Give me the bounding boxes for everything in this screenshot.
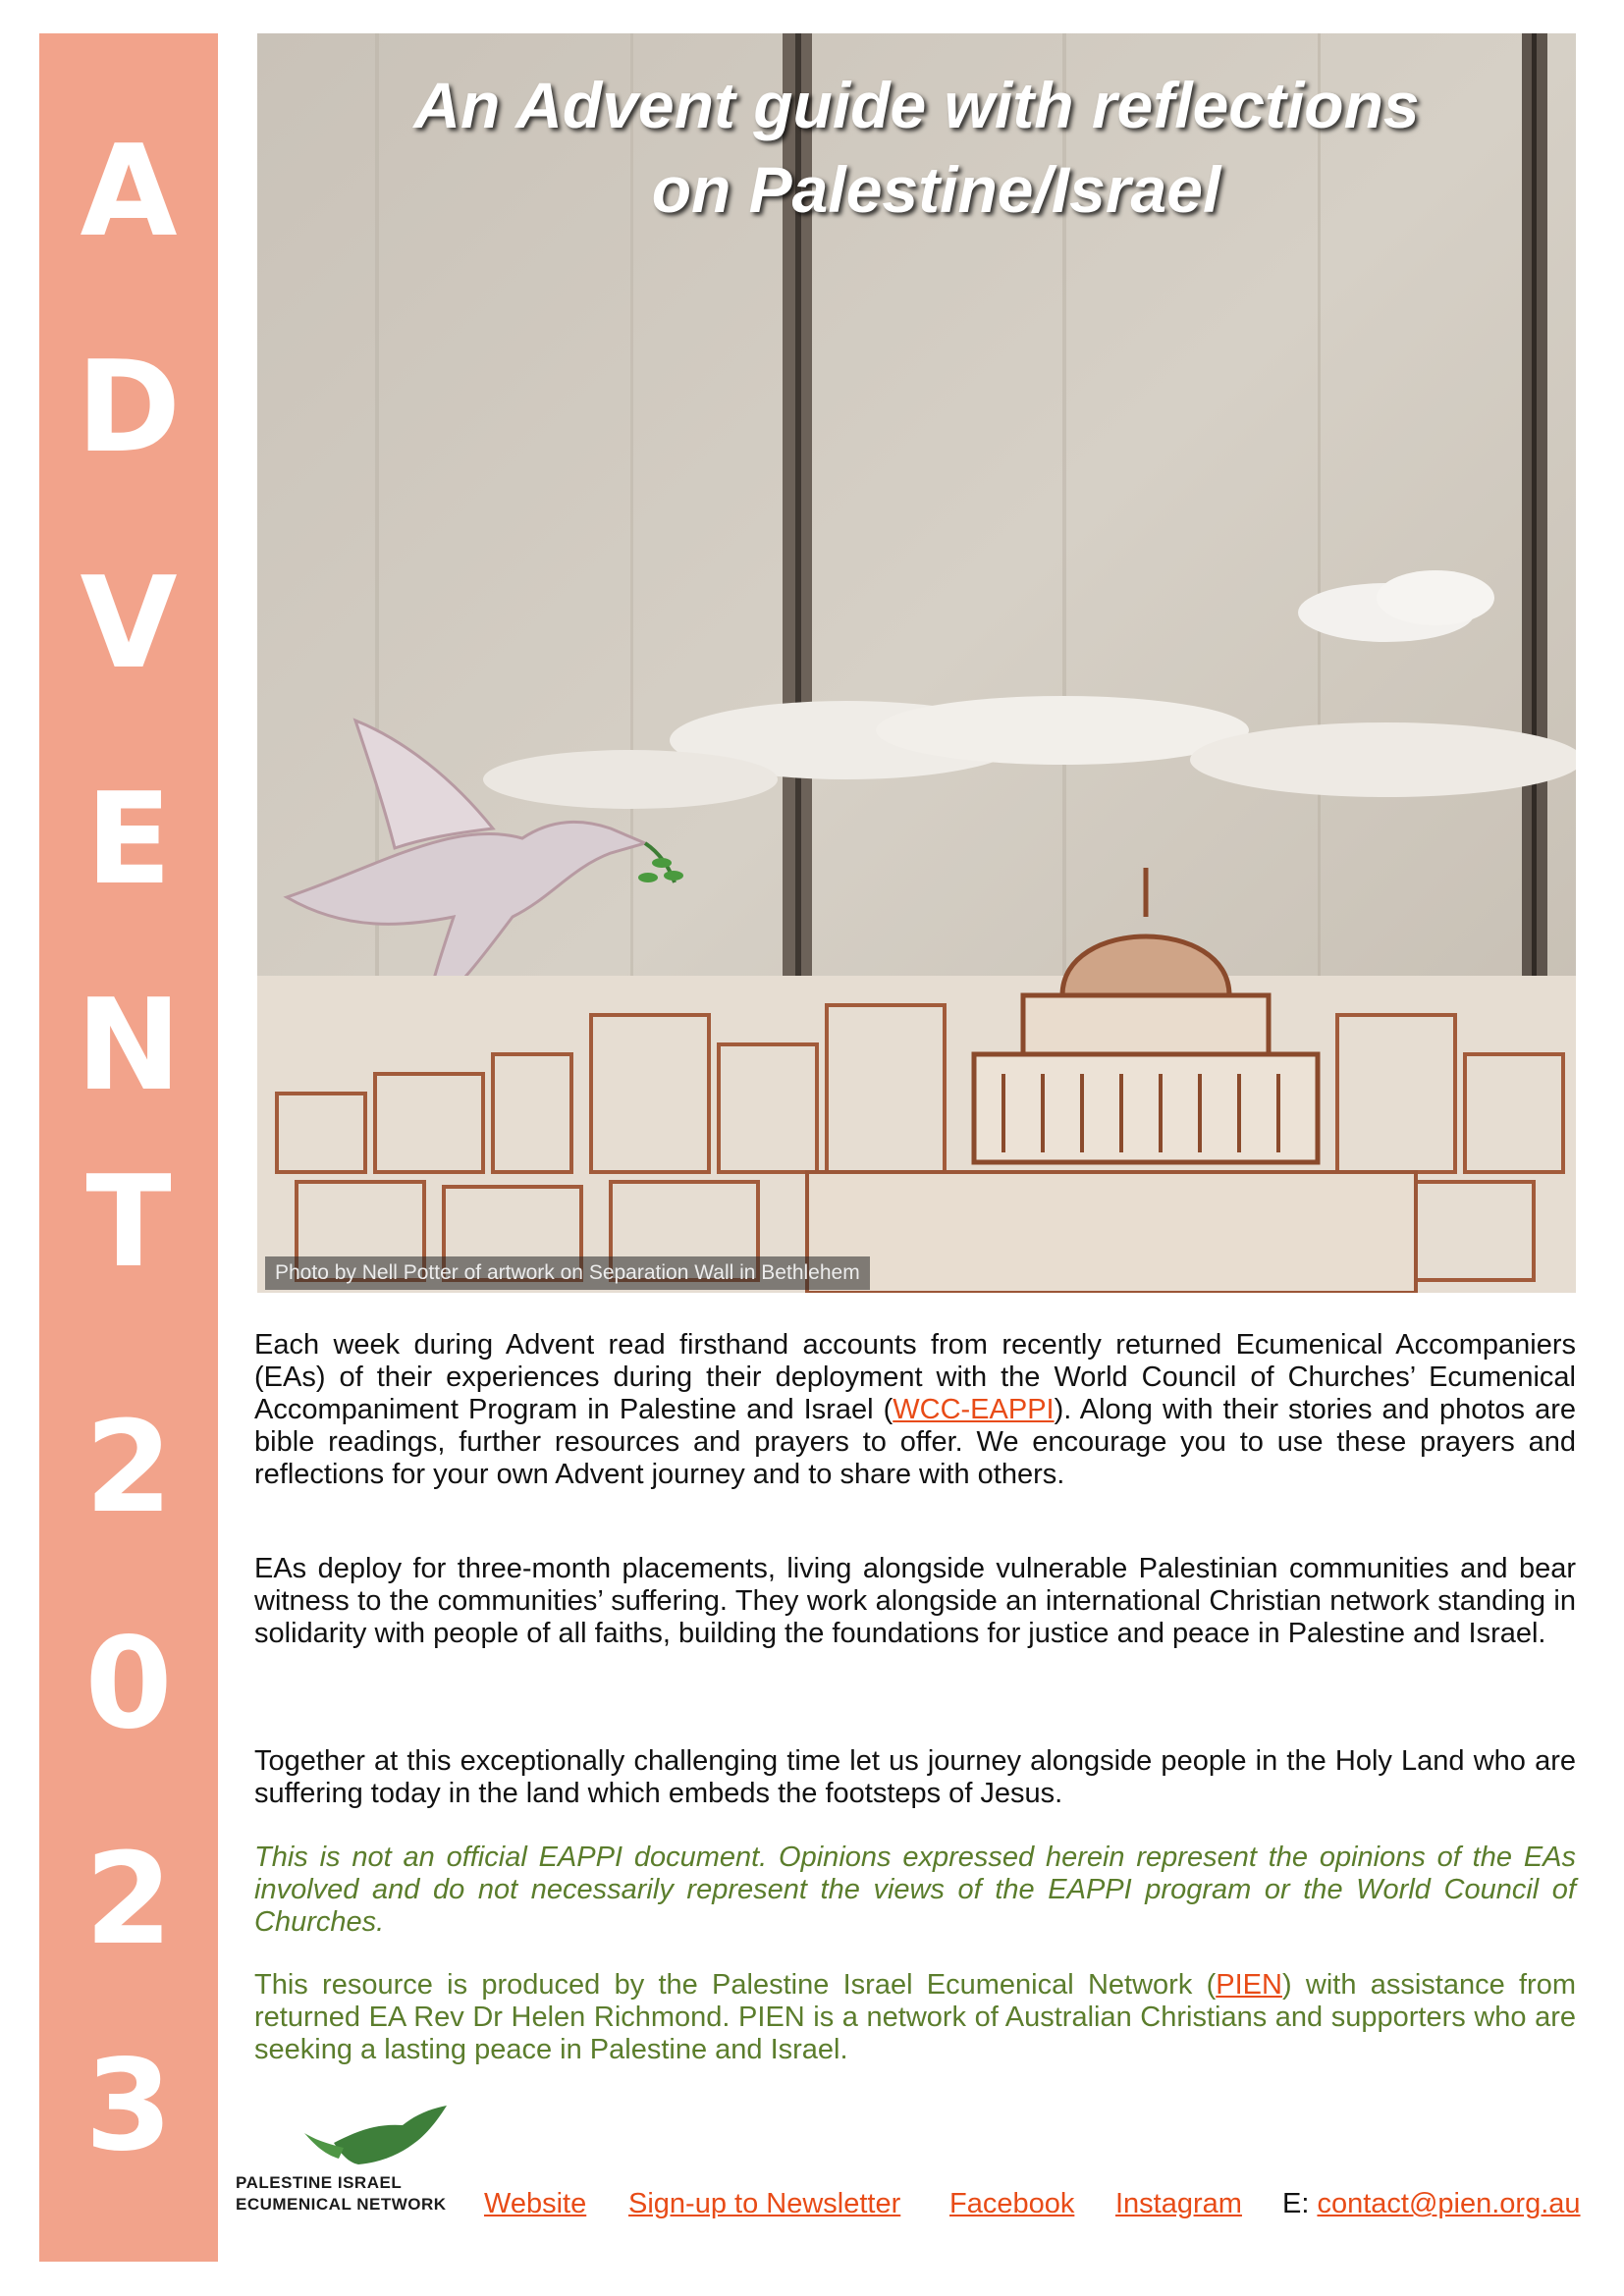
intro-paragraph xyxy=(254,1329,1576,1491)
advent-sidebar xyxy=(39,33,218,2262)
sidebar-letter: E xyxy=(85,767,172,913)
sidebar-letter: 3 xyxy=(84,2033,173,2179)
sidebar-letter: D xyxy=(76,335,182,481)
sidebar-letter: T xyxy=(85,1149,172,1296)
sidebar-letter: 0 xyxy=(84,1611,173,1757)
disclaimer-paragraph: This is not an official EAPPI document. Opinions expressed herein represent the opinions of the EAs involved and do not necessarily represent the views of the EAPPI program or the World Council of Churches. xyxy=(254,1842,1576,1938)
sidebar-letter: A xyxy=(80,119,178,265)
instagram-link[interactable]: Instagram xyxy=(1115,2188,1242,2219)
sidebar-letter: 2 xyxy=(84,1827,173,1973)
intro-text-end: ). Along with their stories and photos are bible readings, further resources and prayers to offer. We encourage you to use these prayers and reflections for your own Advent journey and to share with others. xyxy=(254,1394,1576,1490)
sidebar-letter: 2 xyxy=(84,1395,173,1541)
newsletter-signup-link[interactable]: Sign-up to Newsletter xyxy=(628,2188,901,2219)
producer-text-start: This resource is produced by the Palestine Israel Ecumenical Network ( xyxy=(254,1969,1217,2001)
pien-link[interactable]: PIEN xyxy=(1216,1969,1282,2001)
wcc-eappi-link[interactable]: WCC-EAPPI xyxy=(893,1394,1055,1425)
journey-paragraph: Together at this exceptionally challenging time let us journey alongside people in the Holy Land who are suffering today in the land which embeds the footsteps of Jesus. xyxy=(254,1745,1576,1809)
headline-line-1: An Advent guide with reflections xyxy=(413,69,1420,141)
website-link[interactable]: Website xyxy=(484,2188,587,2219)
email-contact xyxy=(1282,2187,1581,2220)
photo-caption: Photo by Nell Potter of artwork on Separation Wall in Bethlehem xyxy=(265,1256,870,1290)
sidebar-letter: N xyxy=(76,973,182,1119)
cover-photo xyxy=(257,33,1576,1293)
headline-line-2: on Palestine/Israel xyxy=(651,153,1221,226)
facebook-link[interactable]: Facebook xyxy=(949,2188,1075,2219)
logo-text-line-2: ECUMENICAL NETWORK xyxy=(236,2195,447,2214)
email-link[interactable]: contact@pien.org.au xyxy=(1317,2188,1581,2219)
deployment-paragraph: EAs deploy for three-month placements, living alongside vulnerable Palestinian communities and bear witness to the communities’ suffering. They work alongside an international Christian network standing in solidarity with people of all faiths, building the foundations for justice and peace in Palestine and Israel. xyxy=(254,1553,1576,1649)
email-prefix: E: xyxy=(1282,2188,1310,2219)
producer-paragraph xyxy=(254,1969,1576,2066)
pien-logo xyxy=(236,2104,452,2221)
logo-text-line-1: PALESTINE ISRAEL xyxy=(236,2173,403,2192)
dove-logo-icon xyxy=(236,2104,452,2172)
producer-text-end: ) with assistance from returned EA Rev Dr Helen Richmond. PIEN is a network of Australian Christians and supporters who are seeking a lasting peace in Palestine and Israel. xyxy=(254,1969,1577,2065)
intro-text-start: Each week during Advent read firsthand accounts from recently returned Ecumenical Accompaniers (EAs) of their experiences during their deployment with the World Council of Churches’ Ecumenical Accompaniment Program in Palestine and Israel ( xyxy=(254,1329,1576,1425)
sidebar-letter: V xyxy=(80,551,178,697)
